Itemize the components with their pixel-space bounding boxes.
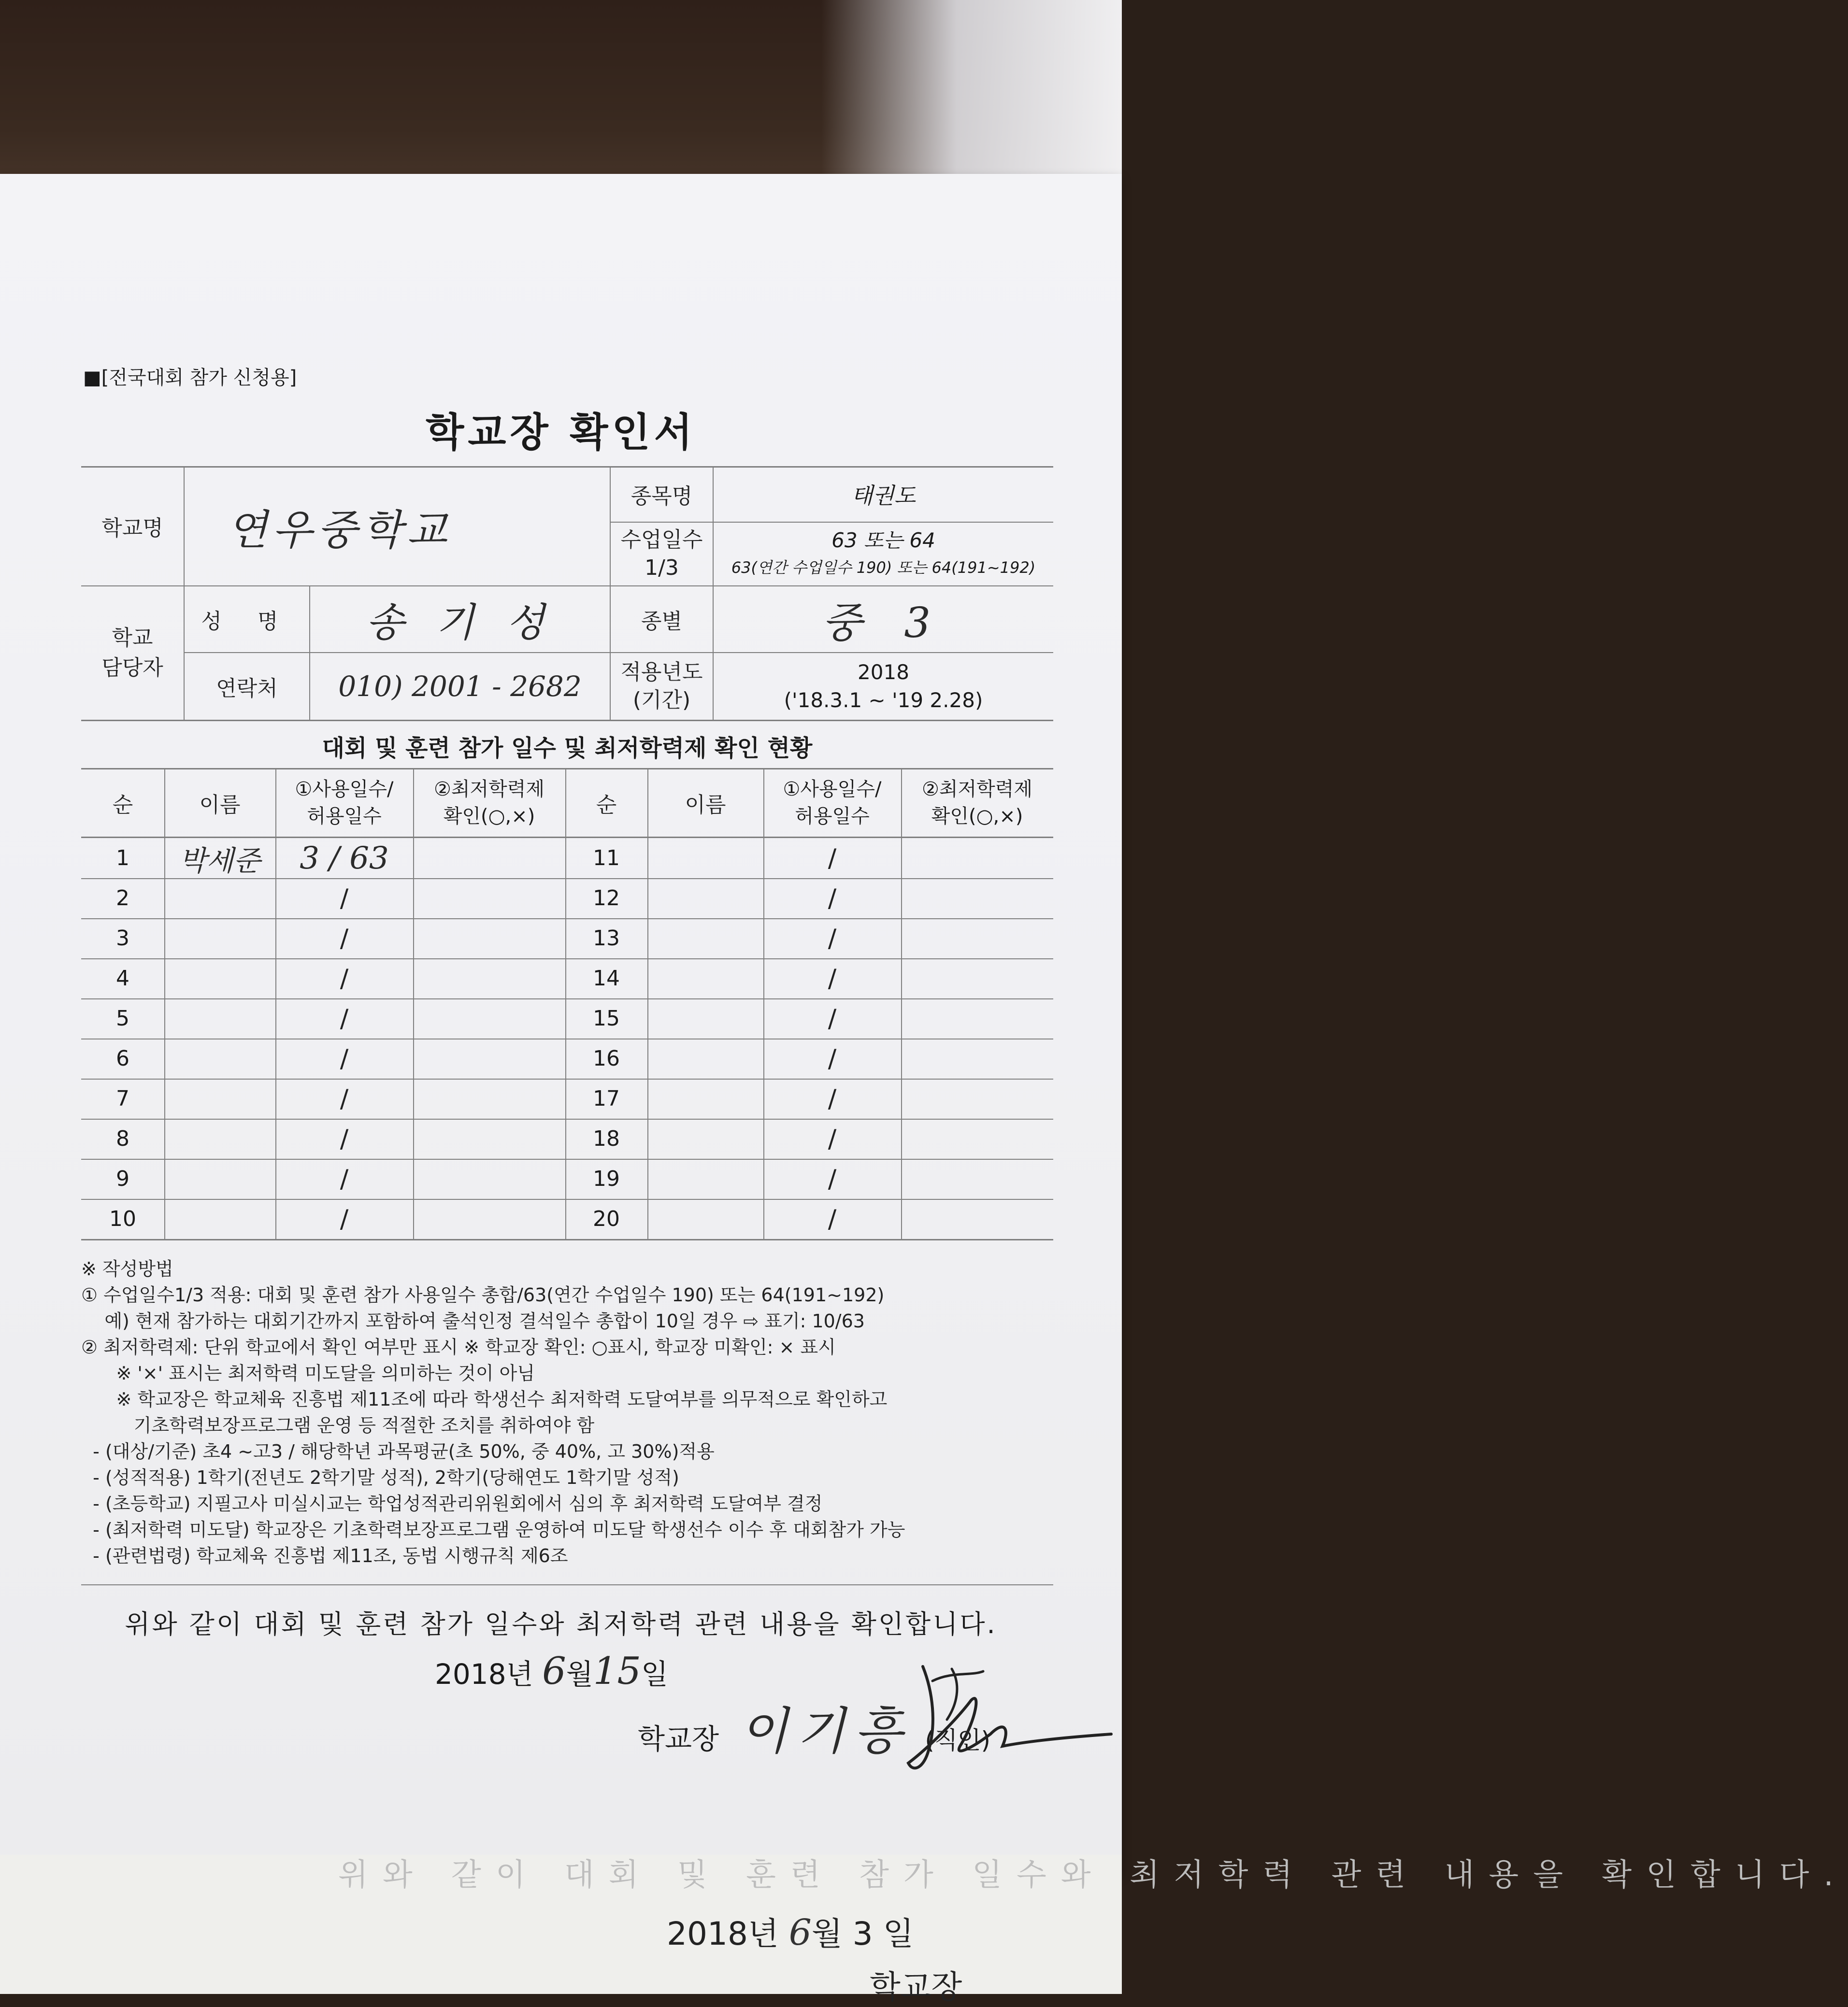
used-allowed-days: / (828, 1164, 837, 1194)
category-label: 종별 (641, 609, 682, 634)
used-allowed-days: / (340, 1044, 349, 1073)
writing-instructions (81, 1256, 1057, 1569)
table-row (0, 1119, 1053, 1159)
info-table-bottom-line (81, 720, 1053, 721)
applicable-year-value (714, 653, 1053, 720)
used-allowed-days: / (340, 964, 349, 993)
school-name-label: 학교명 (101, 515, 163, 541)
header-days-left (275, 769, 413, 837)
school-name-value: 연우중학교 (227, 506, 452, 555)
instruction-line: - (대상/기준) 초4 ~고3 / 해당학년 과목평균(초 50%, 중 40%, 고 30%)적용 (81, 1441, 715, 1462)
row-number: 20 (593, 1207, 620, 1231)
header-check-right-line2: 확인(○,×) (931, 805, 1023, 827)
date-year: 2018년 (435, 1658, 533, 1691)
participation-section-title: 대회 및 훈련 참가 일수 및 최저학력제 확인 현황 (322, 735, 813, 762)
underlying-sheet-bleed-through: 위와 같이 대회 및 훈련 참가 일수와 최저학력 관련 내용을 확인합니다. (338, 1857, 1848, 1893)
confirmation-form-sheet (0, 174, 1122, 1874)
header-name-left: 이름 (199, 793, 241, 817)
row-number: 8 (116, 1126, 129, 1151)
contact-person-label (81, 586, 184, 720)
person-name-label: 성 명 (201, 609, 293, 634)
header-num-right: 순 (596, 793, 617, 817)
used-allowed-days: / (828, 883, 837, 913)
applicable-year-value-line1: 2018 (858, 660, 909, 684)
underlying-sheet-date (667, 1908, 914, 1954)
instruction-line: - (최저학력 미도달) 학교장은 기초학력보장프로그램 운영하여 미도달 학생선수 이수 후 대회참가 가능 (81, 1519, 905, 1540)
instruction-line: ※ '×' 표시는 최저학력 미도달을 의미하는 것이 아님 (81, 1363, 535, 1384)
header-days-left-line1: ①사용일수/ (295, 778, 394, 800)
header-check-left (413, 769, 565, 837)
applicable-year-label-line1: 적용년도 (620, 660, 703, 684)
phone-value: 010) 2001 - 2682 (338, 670, 582, 703)
principal-label: 학교장 (638, 1722, 719, 1755)
row-number: 2 (116, 886, 129, 911)
class-days-value (714, 523, 1053, 585)
date-day-handwritten: 15 (593, 1650, 642, 1693)
row-number: 12 (593, 886, 620, 911)
instruction-line: ※ 작성방법 (81, 1258, 173, 1280)
header-days-left-line2: 허용일수 (307, 805, 382, 827)
table-row (0, 1159, 1053, 1199)
class-days-label-line2: 1/3 (645, 555, 679, 580)
row-number: 5 (116, 1006, 129, 1031)
used-allowed-days: / (340, 1004, 349, 1033)
used-allowed-days: / (340, 924, 349, 953)
used-allowed-days: / (828, 1124, 837, 1153)
lower-date-month-label: 월 (811, 1915, 843, 1952)
event-label: 종목명 (630, 484, 693, 509)
row-number: 18 (593, 1126, 620, 1151)
applicable-year-label-line2: (기간) (632, 688, 691, 712)
class-days-label-line1: 수업일수 (620, 527, 703, 552)
applicable-year-value-line2: ('18.3.1 ~ '19 2.28) (784, 688, 983, 712)
confirmation-statement: 위와 같이 대회 및 훈련 참가 일수와 최저학력 관련 내용을 확인합니다. (125, 1609, 997, 1639)
instruction-line: 기초학력보장프로그램 운영 등 적절한 조치를 취하여야 함 (81, 1415, 595, 1436)
used-allowed-days: / (340, 1124, 349, 1153)
header-num-left: 순 (112, 793, 133, 817)
used-allowed-days: / (828, 1084, 837, 1113)
table-row (0, 1199, 1053, 1239)
instruction-line: ② 최저학력제: 단위 학교에서 확인 여부만 표시 ※ 학교장 확인: ○표시, 학교장 미확인: × 표시 (81, 1337, 836, 1358)
header-check-left-line2: 확인(○,×) (443, 805, 535, 827)
class-days-label (611, 523, 713, 585)
contact-person-label-line2: 담당자 (101, 655, 163, 680)
principal-seal-label: (직인) (925, 1726, 990, 1754)
category-value: 중 3 (821, 599, 945, 647)
row-number: 13 (593, 926, 620, 951)
date-month-label: 월 (566, 1658, 593, 1691)
instruction-line: - (관련법령) 학교체육 진흥법 제11조, 동법 시행규칙 제6조 (81, 1545, 568, 1566)
lower-date-day-label: 일 (883, 1915, 914, 1952)
row-number: 19 (593, 1167, 620, 1191)
header-days-right (763, 769, 901, 837)
header-check-right (901, 769, 1053, 837)
lower-date-month-handwritten: 6 (788, 1912, 812, 1953)
row-number: 3 (116, 926, 129, 951)
row-number: 15 (593, 1006, 620, 1031)
instruction-line: 예) 현재 참가하는 대회기간까지 포함하여 출석인정 결석일수 총합이 10일 경우 ⇨ 표기: 10/63 (81, 1310, 865, 1332)
form-label: ■[전국대회 참가 신청용] (83, 367, 297, 389)
used-allowed-days: / (340, 1164, 349, 1194)
used-allowed-days: / (828, 964, 837, 993)
row-number: 16 (593, 1046, 620, 1071)
header-check-right-line1: ②최저학력제 (921, 778, 1033, 800)
table-row (0, 998, 1053, 1039)
used-allowed-days: / (340, 1084, 349, 1113)
table-row (0, 838, 1053, 878)
student-name: 박세준 (179, 844, 261, 877)
header-days-right-line1: ①사용일수/ (783, 778, 882, 800)
instruction-line: - (성적적용) 1학기(전년도 2학기말 성적), 2학기(당해연도 1학기말 성적) (81, 1467, 679, 1488)
row-number: 17 (593, 1086, 620, 1111)
light-glare (821, 0, 1122, 174)
principal-name-handwritten: 이기흥 (739, 1702, 911, 1761)
class-days-value-line1: 63 또는 64 (831, 528, 935, 552)
used-allowed-days: 3 / 63 (300, 840, 389, 876)
applicable-year-label (611, 653, 713, 720)
lower-date-day: 3 (852, 1915, 873, 1952)
instruction-line: - (초등학교) 지필고사 미실시교는 학업성적관리위원회에서 심의 후 최저학력 도달여부 결정 (81, 1493, 823, 1514)
used-allowed-days: / (828, 843, 837, 873)
instruction-line: ① 수업일수1/3 적용: 대회 및 훈련 참가 사용일수 총합/63(연간 수업일수 190) 또는 64(191~192) (81, 1284, 885, 1306)
participation-row-line (81, 1239, 1053, 1240)
row-number: 7 (116, 1086, 129, 1111)
instruction-line: ※ 학교장은 학교체육 진흥법 제11조에 따라 학생선수 최저학력 도달여부를 의무적으로 확인하고 (81, 1389, 888, 1410)
table-row (0, 1039, 1053, 1079)
row-number: 6 (116, 1046, 129, 1071)
table-row (0, 918, 1053, 958)
row-number: 11 (593, 846, 620, 870)
handwritten-signature (899, 1662, 1121, 1787)
person-name-value: 송 기 성 (366, 599, 554, 646)
used-allowed-days: / (828, 1204, 837, 1234)
used-allowed-days: / (828, 1044, 837, 1073)
used-allowed-days: / (828, 924, 837, 953)
phone-label: 연락처 (216, 676, 278, 701)
confirmation-date (435, 1650, 668, 1693)
date-day-label: 일 (641, 1658, 669, 1691)
row-number: 10 (109, 1207, 136, 1231)
used-allowed-days: / (340, 1204, 349, 1234)
used-allowed-days: / (828, 1004, 837, 1033)
class-days-value-line2: 63(연간 수업일수 190) 또는 64(191~192) (731, 558, 1036, 577)
header-name-right: 이름 (685, 793, 726, 817)
row-number: 1 (116, 846, 129, 870)
row-number: 14 (593, 966, 620, 991)
contact-person-label-line1: 학교 (112, 626, 153, 650)
table-row (0, 958, 1053, 998)
used-allowed-days: / (340, 883, 349, 913)
row-number: 9 (116, 1167, 129, 1191)
header-check-left-line1: ②최저학력제 (433, 778, 545, 800)
table-row (0, 878, 1053, 918)
underlying-sheet-principal: 학교장 (870, 1968, 962, 2006)
lower-date-year: 2018년 (667, 1915, 779, 1952)
event-value: 태권도 (851, 482, 916, 509)
notes-bottom-line (81, 1584, 1053, 1585)
form-title: 학교장 확인서 (426, 410, 696, 455)
header-days-right-line2: 허용일수 (795, 805, 870, 827)
table-row (0, 1079, 1053, 1119)
date-month-handwritten: 6 (542, 1650, 566, 1693)
row-number: 4 (116, 966, 129, 991)
